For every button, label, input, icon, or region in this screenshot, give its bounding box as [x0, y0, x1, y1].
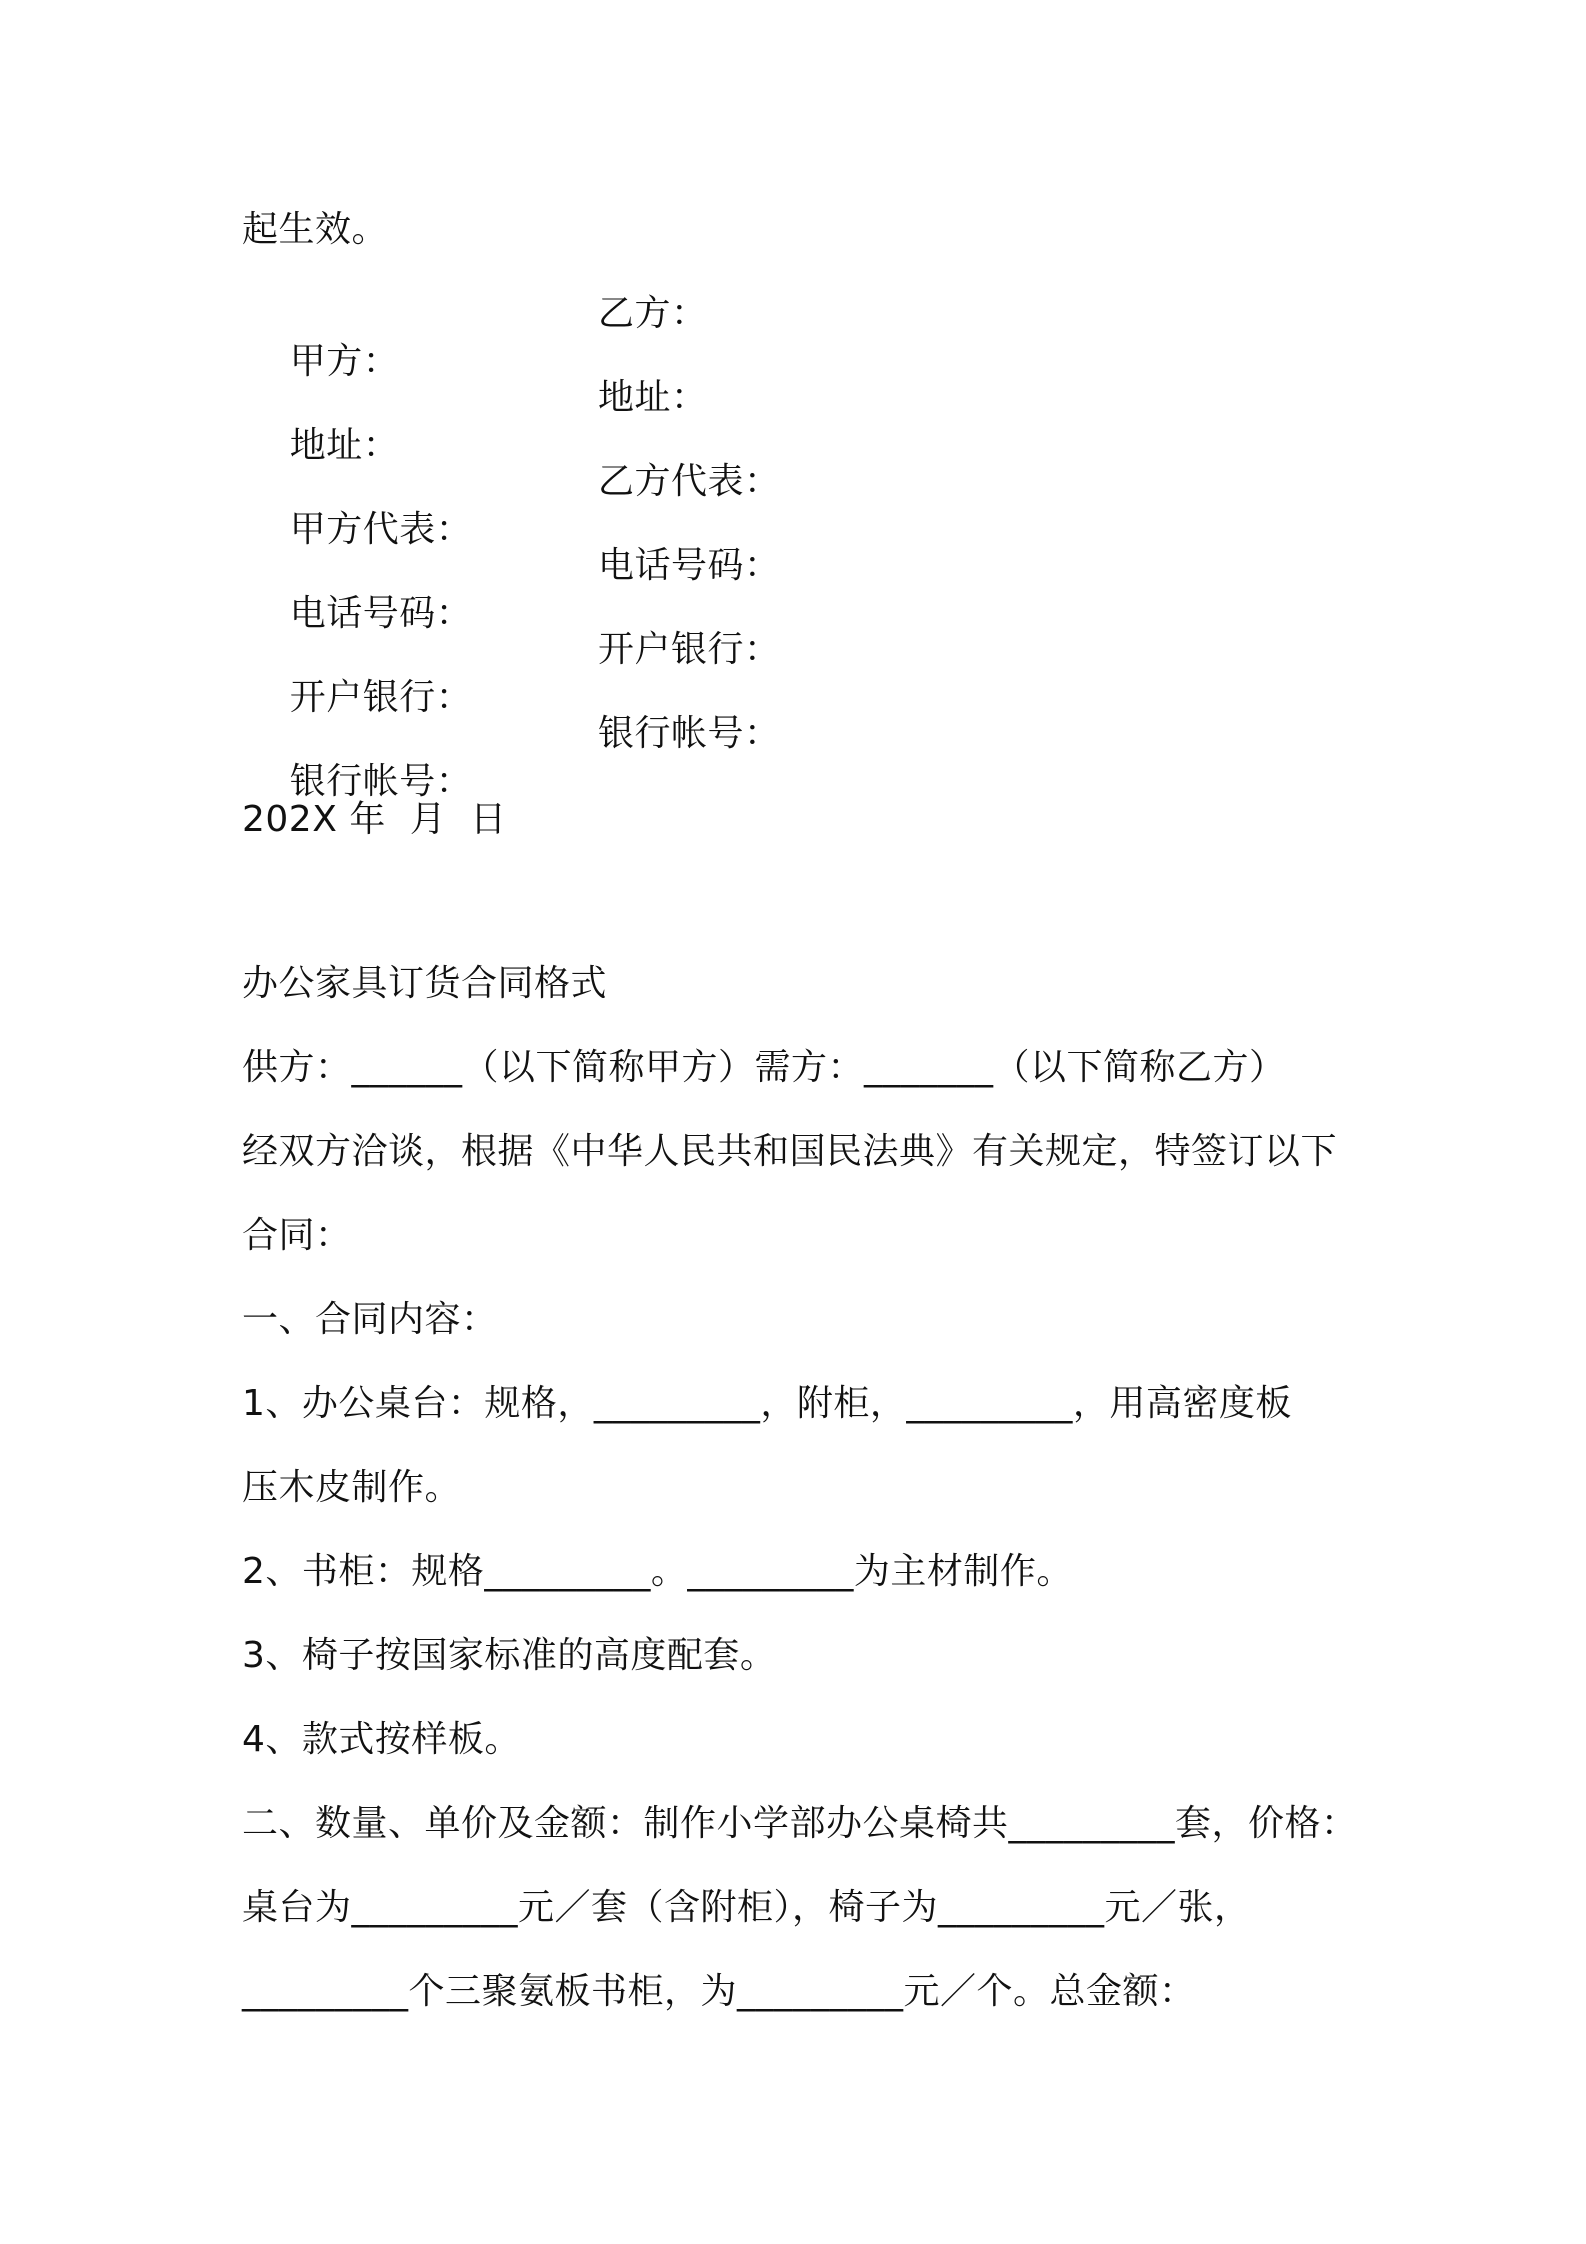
signature-row-representative: [242, 458, 781, 550]
section-heading-content: 一、合同内容：: [242, 1299, 498, 1340]
item-style: 4、款式按样板。: [242, 1719, 521, 1760]
preamble-line-end: 合同：: [242, 1215, 352, 1256]
party-a-bank-label: 开户银行：: [289, 677, 473, 718]
party-a-representative-label: 甲方代表：: [289, 509, 473, 550]
party-b-address-label: 地址：: [598, 377, 708, 418]
party-a-address-label: 地址：: [289, 425, 400, 466]
parties-line: 供方：______（以下简称甲方）需方：_______（以下简称乙方）: [242, 1047, 1286, 1088]
price-line: 桌台为_________元／套（含附柜），椅子为_________元／张，: [242, 1887, 1251, 1928]
signing-date: 202X 年 月 日: [242, 799, 507, 840]
signature-row-account: [242, 710, 781, 802]
party-a-phone-label: 电话号码：: [289, 593, 473, 634]
preamble-line: 经双方洽谈，根据《中华人民共和国民法典》有关规定，特签订以下: [242, 1131, 1338, 1172]
party-a-account-label: 银行帐号：: [289, 761, 473, 802]
item-chair: 3、椅子按国家标准的高度配套。: [242, 1635, 777, 1676]
item-bookcase: 2、书柜：规格_________。_________为主材制作。: [242, 1551, 1073, 1592]
signature-row-party: [242, 290, 708, 382]
total-line: _________个三聚氨板书柜，为_________元／个。总金额：: [242, 1971, 1196, 2012]
party-b-account-label: 银行帐号：: [598, 713, 781, 754]
party-b-representative-label: 乙方代表：: [598, 461, 781, 502]
party-b-label: 乙方：: [598, 293, 708, 334]
party-b-phone-label: 电话号码：: [598, 545, 781, 586]
signature-row-bank: [242, 626, 781, 718]
section-heading-quantity: 二、数量、单价及金额：制作小学部办公桌椅共_________套，价格：: [242, 1803, 1358, 1844]
item-desk: 1、办公桌台：规格，_________，附柜，_________，用高密度板: [242, 1383, 1292, 1424]
effective-clause-tail: 起生效。: [242, 209, 389, 250]
signature-row-address: [242, 374, 708, 466]
party-a-label: 甲方：: [289, 341, 400, 382]
contract-title: 办公家具订货合同格式: [242, 963, 608, 1004]
party-b-bank-label: 开户银行：: [598, 629, 781, 670]
item-desk-continued: 压木皮制作。: [242, 1467, 462, 1508]
signature-row-phone: [242, 542, 781, 634]
